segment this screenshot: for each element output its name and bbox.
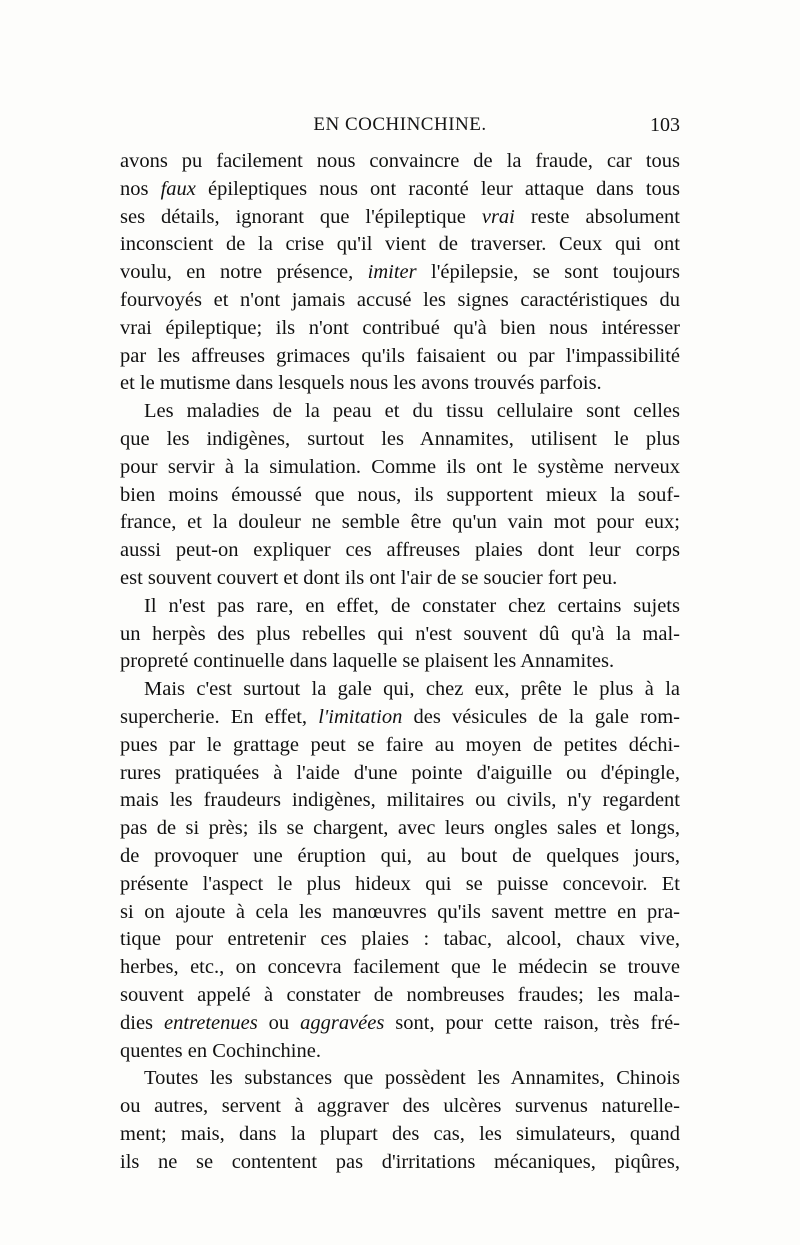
text-run: inconscient de la crise qu'il vient de traverser. Ceux qui ont: [120, 233, 680, 256]
text-line: [120, 982, 680, 1010]
body-text: [120, 148, 680, 1176]
text-run: présente l'aspect le plus hideux qui se puisse concevoir. Et: [120, 872, 680, 895]
text-run: de provoquer une éruption qui, au bout de quelques jours,: [120, 844, 680, 867]
text-line: [120, 398, 680, 426]
text-line: [120, 565, 680, 593]
text-line: [120, 926, 680, 954]
running-title: EN COCHINCHINE.: [313, 114, 487, 135]
text-line: [120, 509, 680, 537]
text-run: vrai épileptique; ils n'ont contribué qu'à bien nous intéresser: [120, 316, 680, 339]
text-run: ou: [257, 1011, 301, 1034]
italic-text: l'imitation: [318, 705, 403, 728]
text-line: [120, 287, 680, 315]
text-line: [120, 537, 680, 565]
text-line: [120, 176, 680, 204]
text-run: nos: [120, 177, 161, 200]
text-line: [120, 676, 680, 704]
text-run: reste absolument: [514, 205, 680, 228]
text-line: [120, 1065, 680, 1093]
text-run: souvent appelé à constater de nombreuses fraudes; les mala-: [120, 983, 680, 1006]
text-run: Il n'est pas rare, en effet, de constater chez certains sujets: [144, 594, 680, 617]
text-line: [120, 899, 680, 927]
text-line: [120, 704, 680, 732]
text-run: quentes en Cochinchine.: [120, 1039, 321, 1062]
text-line: [120, 1093, 680, 1121]
text-line: [120, 621, 680, 649]
text-line: [120, 148, 680, 176]
italic-text: aggravées: [300, 1011, 385, 1034]
text-run: bien moins émoussé que nous, ils supportent mieux la souf-: [120, 483, 680, 506]
italic-text: faux: [160, 177, 196, 200]
text-run: épileptiques nous ont raconté leur attaque dans tous: [195, 177, 681, 200]
text-run: aussi peut-on expliquer ces affreuses plaies dont leur corps: [120, 539, 680, 562]
text-line: [120, 593, 680, 621]
text-line: [120, 204, 680, 232]
text-line: [120, 732, 680, 760]
text-line: [120, 787, 680, 815]
text-run: Toutes les substances que possèdent les Annamites, Chinois: [144, 1067, 680, 1090]
text-line: [120, 871, 680, 899]
running-head: [120, 114, 680, 140]
text-line: [120, 482, 680, 510]
text-run: dies: [120, 1011, 164, 1034]
text-line: [120, 1149, 680, 1177]
text-run: rures pratiquées à l'aide d'une pointe d'aiguille ou d'épingle,: [120, 761, 680, 784]
text-run: ils ne se contentent pas d'irritations mécaniques, piqûres,: [120, 1150, 680, 1173]
text-line: [120, 343, 680, 371]
text-run: supercherie. En effet,: [120, 705, 319, 728]
text-run: fourvoyés et n'ont jamais accusé les signes caractéristiques du: [120, 288, 680, 311]
text-run: avons pu facilement nous convaincre de la fraude, car tous: [120, 150, 680, 172]
text-run: un herpès des plus rebelles qui n'est souvent dû qu'à la mal-: [120, 622, 680, 645]
text-run: est souvent couvert et dont ils ont l'air de se soucier fort peu.: [120, 566, 618, 589]
text-line: [120, 231, 680, 259]
text-run: que les indigènes, surtout les Annamites, utilisent le plus: [120, 427, 680, 450]
text-run: pas de si près; ils se chargent, avec leurs ongles sales et longs,: [120, 817, 680, 840]
text-run: ses détails, ignorant que l'épileptique: [120, 205, 482, 228]
text-line: [120, 760, 680, 788]
text-line: [120, 1010, 680, 1038]
text-run: france, et la douleur ne semble être qu'un vain mot pour eux;: [120, 511, 680, 534]
text-run: voulu, en notre présence,: [120, 261, 368, 284]
text-run: l'épilepsie, se sont toujours: [416, 261, 680, 284]
italic-text: vrai: [481, 205, 515, 228]
text-run: et le mutisme dans lesquels nous les avons trouvés parfois.: [120, 372, 602, 395]
text-line: [120, 1038, 680, 1066]
text-line: [120, 454, 680, 482]
text-run: herbes, etc., on concevra facilement que le médecin se trouve: [120, 956, 680, 979]
text-run: pues par le grattage peut se faire au moyen de petites déchi-: [120, 733, 680, 756]
text-line: [120, 954, 680, 982]
text-run: si on ajoute à cela les manœuvres qu'ils savent mettre en pra-: [120, 900, 680, 923]
text-line: [120, 815, 680, 843]
text-run: propreté continuelle dans laquelle se plaisent les Annamites.: [120, 650, 615, 673]
text-run: mais les fraudeurs indigènes, militaires ou civils, n'y regardent: [120, 789, 680, 812]
text-line: [120, 1121, 680, 1149]
text-line: [120, 370, 680, 398]
italic-text: entretenues: [163, 1011, 258, 1034]
text-run: ment; mais, dans la plupart des cas, les simulateurs, quand: [120, 1122, 680, 1145]
text-run: Les maladies de la peau et du tissu cellulaire sont celles: [144, 400, 680, 423]
text-run: des vésicules de la gale rom-: [402, 705, 680, 728]
text-run: sont, pour cette raison, très fré-: [384, 1011, 680, 1034]
page-number: 103: [650, 114, 680, 136]
text-line: [120, 315, 680, 343]
italic-text: imiter: [367, 261, 417, 284]
text-run: tique pour entretenir ces plaies : tabac, alcool, chaux vive,: [120, 928, 680, 951]
text-line: [120, 259, 680, 287]
text-line: [120, 843, 680, 871]
text-line: [120, 426, 680, 454]
text-run: ou autres, servent à aggraver des ulcères survenus naturelle-: [120, 1095, 680, 1118]
text-run: Mais c'est surtout la gale qui, chez eux, prête le plus à la: [144, 678, 680, 701]
text-run: pour servir à la simulation. Comme ils ont le système nerveux: [120, 455, 680, 478]
text-run: par les affreuses grimaces qu'ils faisaient ou par l'impassibilité: [120, 344, 680, 367]
text-line: [120, 648, 680, 676]
